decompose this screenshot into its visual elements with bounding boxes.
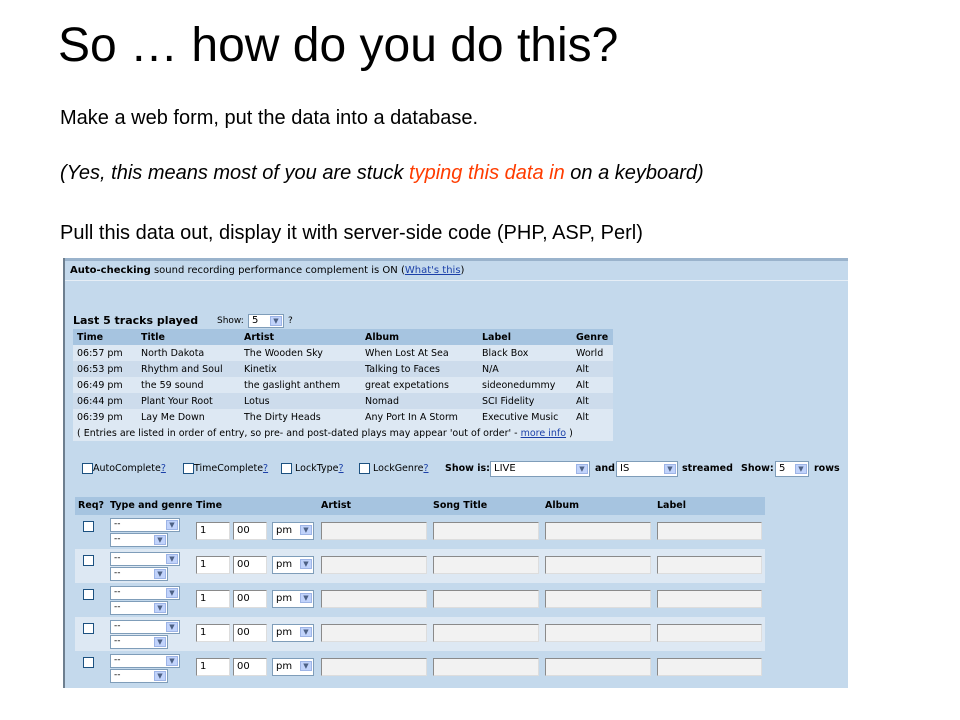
ampm-value: pm xyxy=(276,661,293,672)
type-value: -- xyxy=(114,519,121,529)
bullet-typing-prefix: (Yes, this means most of you are stuck xyxy=(60,162,410,184)
minute-input[interactable]: 00 xyxy=(233,624,267,642)
hour-input[interactable]: 1 xyxy=(196,624,230,642)
cell-title: Lay Me Down xyxy=(137,409,240,425)
song-title-input[interactable] xyxy=(433,556,539,574)
bullet-typing-highlight: typing this data in xyxy=(409,162,565,184)
col-entry-album: Album xyxy=(545,500,580,511)
ampm-select[interactable] xyxy=(272,590,314,608)
table-row xyxy=(73,393,613,409)
cell-genre: World xyxy=(572,345,613,361)
cell-artist: The Dirty Heads xyxy=(240,409,361,425)
label-input[interactable] xyxy=(657,556,762,574)
cell-album: Talking to Faces xyxy=(361,361,478,377)
is-value: IS xyxy=(620,463,630,474)
col-req: Req? xyxy=(78,500,105,511)
chevron-down-icon: ▼ xyxy=(270,316,282,326)
req-checkbox[interactable] xyxy=(83,589,94,600)
artist-input[interactable] xyxy=(321,522,427,540)
tracks-header-row xyxy=(73,329,613,345)
order-note xyxy=(73,425,613,441)
label-input[interactable] xyxy=(657,624,762,642)
ampm-value: pm xyxy=(276,525,293,536)
artist-input[interactable] xyxy=(321,658,427,676)
album-input[interactable] xyxy=(545,590,651,608)
cell-title: Plant Your Root xyxy=(137,393,240,409)
chevron-down-icon: ▼ xyxy=(300,525,312,535)
req-checkbox[interactable] xyxy=(83,521,94,532)
cell-artist: Kinetix xyxy=(240,361,361,377)
chevron-down-icon: ▼ xyxy=(300,627,312,637)
chevron-down-icon: ▼ xyxy=(166,622,178,632)
col-entry-time: Time xyxy=(196,500,223,511)
locktype-checkbox[interactable] xyxy=(281,463,292,474)
col-time: Time xyxy=(73,329,137,345)
type-select[interactable] xyxy=(110,654,180,668)
entry-row xyxy=(75,617,765,651)
genre-select[interactable] xyxy=(110,669,168,683)
chevron-down-icon: ▼ xyxy=(300,593,312,603)
table-row xyxy=(73,409,613,425)
genre-value: -- xyxy=(114,568,121,578)
type-select[interactable] xyxy=(110,552,180,566)
cell-album: When Lost At Sea xyxy=(361,345,478,361)
show-rows-label: Show: xyxy=(741,463,774,474)
chevron-down-icon: ▼ xyxy=(664,464,676,474)
cell-artist: the gaslight anthem xyxy=(240,377,361,393)
chevron-down-icon: ▼ xyxy=(166,588,178,598)
song-title-input[interactable] xyxy=(433,624,539,642)
chevron-down-icon: ▼ xyxy=(154,637,166,647)
cell-genre: Alt xyxy=(572,377,613,393)
autocomplete-help[interactable]: ? xyxy=(160,463,166,474)
artist-input[interactable] xyxy=(321,624,427,642)
streamed-label: streamed xyxy=(682,463,733,474)
album-input[interactable] xyxy=(545,522,651,540)
cell-label: SCI Fidelity xyxy=(478,393,572,409)
artist-input[interactable] xyxy=(321,590,427,608)
filter-row xyxy=(82,461,848,479)
type-value: -- xyxy=(114,655,121,665)
top-border xyxy=(65,258,848,261)
col-entry-label: Label xyxy=(657,500,686,511)
genre-select[interactable] xyxy=(110,567,168,581)
col-album: Album xyxy=(361,329,478,345)
cell-time: 06:44 pm xyxy=(73,393,137,409)
minute-input[interactable]: 00 xyxy=(233,590,267,608)
artist-input[interactable] xyxy=(321,556,427,574)
ampm-select[interactable] xyxy=(272,556,314,574)
type-select[interactable] xyxy=(110,586,180,600)
playlist-form-screenshot xyxy=(63,258,848,688)
more-info-link[interactable]: more info xyxy=(520,427,567,439)
col-label: Label xyxy=(478,329,572,345)
and-label: and xyxy=(595,463,615,474)
last-tracks-show-value: 5 xyxy=(252,315,259,326)
type-value: -- xyxy=(114,621,121,631)
autocomplete-option[interactable] xyxy=(82,463,166,474)
table-row xyxy=(73,345,613,361)
cell-label: Black Box xyxy=(478,345,572,361)
hour-input[interactable]: 1 xyxy=(196,658,230,676)
song-title-input[interactable] xyxy=(433,658,539,676)
cell-genre: Alt xyxy=(572,361,613,377)
ampm-select[interactable] xyxy=(272,624,314,642)
type-value: -- xyxy=(114,553,121,563)
label-input[interactable] xyxy=(657,658,762,676)
cell-title: North Dakota xyxy=(137,345,240,361)
autocheck-text: sound recording performance complement is ON ( xyxy=(150,265,405,276)
divider xyxy=(65,280,848,281)
ampm-value: pm xyxy=(276,593,293,604)
show-is-label: Show is: xyxy=(445,463,490,474)
req-checkbox[interactable] xyxy=(83,623,94,634)
timecomplete-help[interactable]: ? xyxy=(263,463,269,474)
lockgenre-help[interactable]: ? xyxy=(423,463,429,474)
col-genre: Genre xyxy=(572,329,613,345)
chevron-down-icon: ▼ xyxy=(795,464,807,474)
label-input[interactable] xyxy=(657,590,762,608)
chevron-down-icon: ▼ xyxy=(154,569,166,579)
cell-title: Rhythm and Soul xyxy=(137,361,240,377)
show-is-value: LIVE xyxy=(494,463,516,474)
timecomplete-checkbox[interactable] xyxy=(183,463,194,474)
table-row xyxy=(73,361,613,377)
chevron-down-icon: ▼ xyxy=(300,559,312,569)
album-input[interactable] xyxy=(545,556,651,574)
order-note-row xyxy=(73,425,613,441)
entry-table-header xyxy=(75,497,765,515)
show-rows-select[interactable] xyxy=(775,461,809,477)
col-type-genre: Type and genre xyxy=(110,500,193,511)
cell-artist: The Wooden Sky xyxy=(240,345,361,361)
chevron-down-icon: ▼ xyxy=(166,554,178,564)
cell-genre: Alt xyxy=(572,393,613,409)
cell-label: N/A xyxy=(478,361,572,377)
cell-album: Nomad xyxy=(361,393,478,409)
lockgenre-option[interactable] xyxy=(359,463,429,474)
cell-label: sideonedummy xyxy=(478,377,572,393)
cell-album: Any Port In A Storm xyxy=(361,409,478,425)
type-select[interactable] xyxy=(110,620,180,634)
genre-select[interactable] xyxy=(110,533,168,547)
bullet-typing-note xyxy=(60,161,704,185)
minute-input[interactable]: 00 xyxy=(233,522,267,540)
slide-title: So … how do you do this? xyxy=(58,19,619,72)
ampm-select[interactable] xyxy=(272,522,314,540)
autocheck-bold: Auto-checking xyxy=(70,265,151,276)
cell-time: 06:39 pm xyxy=(73,409,137,425)
type-select[interactable] xyxy=(110,518,180,532)
last-tracks-table xyxy=(73,329,613,441)
cell-artist: Lotus xyxy=(240,393,361,409)
bullet-typing-suffix: on a keyboard) xyxy=(564,162,704,184)
ampm-value: pm xyxy=(276,559,293,570)
autocheck-end: ) xyxy=(460,265,465,276)
lockgenre-checkbox[interactable] xyxy=(359,463,370,474)
entry-row xyxy=(75,583,765,617)
cell-time: 06:53 pm xyxy=(73,361,137,377)
cell-title: the 59 sound xyxy=(137,377,240,393)
chevron-down-icon: ▼ xyxy=(154,603,166,613)
hour-input[interactable]: 1 xyxy=(196,590,230,608)
chevron-down-icon: ▼ xyxy=(166,656,178,666)
entry-row xyxy=(75,651,765,685)
chevron-down-icon: ▼ xyxy=(166,520,178,530)
req-checkbox[interactable] xyxy=(83,657,94,668)
chevron-down-icon: ▼ xyxy=(154,671,166,681)
lockgenre-label: LockGenre xyxy=(373,463,424,474)
whats-this-link[interactable]: What's this xyxy=(404,265,461,276)
genre-select[interactable] xyxy=(110,601,168,615)
req-checkbox[interactable] xyxy=(83,555,94,566)
genre-value: -- xyxy=(114,670,121,680)
autocomplete-checkbox[interactable] xyxy=(82,463,93,474)
col-artist: Artist xyxy=(240,329,361,345)
ampm-select[interactable] xyxy=(272,658,314,676)
order-note-text: ( Entries are listed in order of entry, so pre- and post-dated plays may appear 'out of order' - xyxy=(77,427,521,439)
hour-input[interactable]: 1 xyxy=(196,522,230,540)
song-title-input[interactable] xyxy=(433,522,539,540)
label-input[interactable] xyxy=(657,522,762,540)
cell-album: great expetations xyxy=(361,377,478,393)
rows-label: rows xyxy=(814,463,840,474)
timecomplete-option[interactable] xyxy=(183,463,268,474)
autocomplete-label: AutoComplete xyxy=(93,463,161,474)
minute-input[interactable]: 00 xyxy=(233,556,267,574)
album-input[interactable] xyxy=(545,658,651,676)
ampm-value: pm xyxy=(276,627,293,638)
cell-time: 06:49 pm xyxy=(73,377,137,393)
genre-select[interactable] xyxy=(110,635,168,649)
locktype-option[interactable] xyxy=(281,463,344,474)
chevron-down-icon: ▼ xyxy=(300,661,312,671)
locktype-help[interactable]: ? xyxy=(338,463,344,474)
order-note-end: ) xyxy=(566,427,573,439)
is-select[interactable] xyxy=(616,461,678,477)
genre-value: -- xyxy=(114,636,121,646)
table-row xyxy=(73,377,613,393)
locktype-label: LockType xyxy=(295,463,339,474)
col-song-title: Song Title xyxy=(433,500,488,511)
chevron-down-icon: ▼ xyxy=(154,535,166,545)
col-entry-artist: Artist xyxy=(321,500,352,511)
col-title: Title xyxy=(137,329,240,345)
cell-genre: Alt xyxy=(572,409,613,425)
minute-input[interactable]: 00 xyxy=(233,658,267,676)
genre-value: -- xyxy=(114,602,121,612)
song-title-input[interactable] xyxy=(433,590,539,608)
cell-time: 06:57 pm xyxy=(73,345,137,361)
show-rows-value: 5 xyxy=(779,463,786,474)
last-tracks-help[interactable]: ? xyxy=(288,316,293,326)
type-value: -- xyxy=(114,587,121,597)
bullet-web-form: Make a web form, put the data into a database. xyxy=(60,107,479,129)
entry-row xyxy=(75,515,765,549)
last-tracks-title: Last 5 tracks played xyxy=(73,314,199,327)
bullet-server-side: Pull this data out, display it with server-side code (PHP, ASP, Perl) xyxy=(60,222,643,244)
hour-input[interactable]: 1 xyxy=(196,556,230,574)
entry-row xyxy=(75,549,765,583)
last-tracks-show-select[interactable] xyxy=(248,314,284,328)
last-tracks-show-label: Show: xyxy=(217,316,244,326)
timecomplete-label: TimeComplete xyxy=(194,463,264,474)
show-is-select[interactable] xyxy=(490,461,590,477)
autocheck-notice xyxy=(70,265,464,276)
genre-value: -- xyxy=(114,534,121,544)
album-input[interactable] xyxy=(545,624,651,642)
chevron-down-icon: ▼ xyxy=(576,464,588,474)
cell-label: Executive Music xyxy=(478,409,572,425)
